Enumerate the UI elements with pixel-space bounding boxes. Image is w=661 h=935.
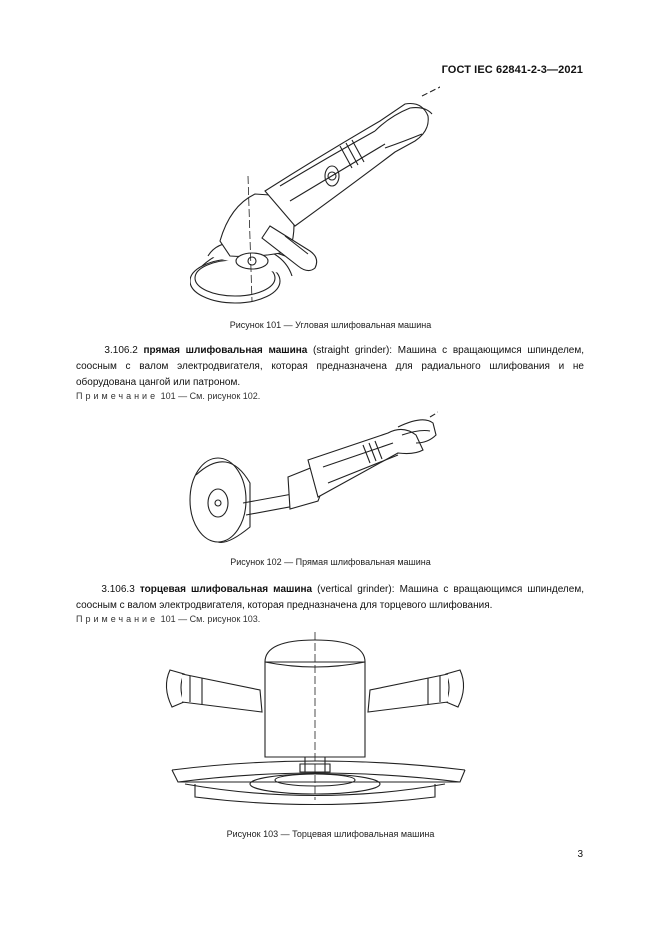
vertical-grinder-illustration [160, 632, 470, 812]
note-102 [76, 391, 260, 401]
note-103 [76, 614, 260, 624]
section-number: 3.106.3 [101, 584, 135, 595]
definition-text: (vertical grinder): Машина с вращающимся шпинделем, соосным с валом электродвигателя, которая предназначена для торцевого шлифования. [76, 584, 584, 611]
term: прямая шлифовальная машина [143, 345, 308, 356]
page-number: 3 [577, 849, 583, 860]
note-text: 101 — См. рисунок 103. [160, 614, 261, 624]
figure-103-caption: Рисунок 103 — Торцевая шлифовальная машина [226, 829, 435, 839]
note-label: Примечание [76, 391, 159, 401]
note-label: Примечание [76, 614, 159, 624]
note-text: 101 — См. рисунок 102. [160, 391, 261, 401]
section-number: 3.106.2 [104, 345, 138, 356]
figure-101-caption: Рисунок 101 — Угловая шлифовальная машина [229, 320, 432, 330]
term: торцевая шлифовальная машина [139, 584, 313, 595]
figure-102-caption: Рисунок 102 — Прямая шлифовальная машина [230, 557, 431, 567]
definition-text: (straight grinder): Машина с вращающимся шпинделем, соосным с валом электродвигателя, которая предназначена для радиального шлифования и не оборудована цангой или патроном. [76, 345, 585, 388]
angle-grinder-illustration [190, 86, 440, 311]
definition-3-106-3 [76, 582, 584, 614]
straight-grinder-illustration [188, 405, 438, 545]
definition-3-106-2 [76, 343, 584, 391]
document-header: ГОСТ IEC 62841-2-3—2021 [441, 64, 583, 76]
